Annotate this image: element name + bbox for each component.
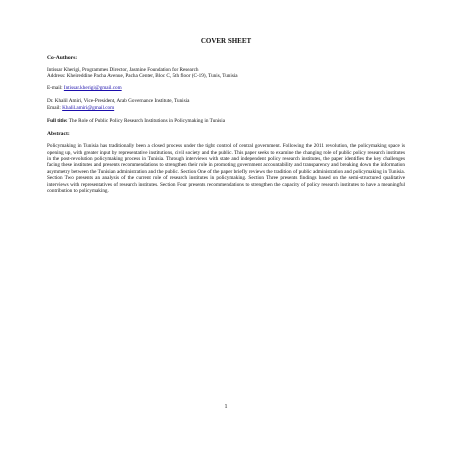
coauthors-heading: Co-Authors:: [47, 55, 78, 61]
author1-email-link[interactable]: Intissar.kherigi@gmail.com: [63, 84, 122, 91]
full-title-text: The Role of Public Policy Research Institutions in Policymaking in Tunisia: [67, 118, 226, 125]
author2-affiliation: Dr. Khalil Amiri, Vice-President, Arab Governance Institute, Tunisia: [47, 98, 190, 105]
full-title-label: Full title:: [47, 118, 68, 125]
page-title: COVER SHEET: [200, 37, 252, 45]
abstract-body: Policymaking in Tunisia has traditionally been a closed process under the tight control of central government. Following the 2011 revolution, the policymaking space is opening up, with greater input by representative institutions, civil society and the public. This paper seeks to examine the changing role of public policy research institutes in the post-revolution policymaking process in Tunisia. Through interviews with state and independent policy research institutes, the paper identifies the key challenges facing these institutes and presents recommendations to strengthen their role in promoting government accountability and transparency and breaking down the information asymmetry between the Tunisian administration and the public. Section One of the paper briefly reviews the tradition of public administration and policymaking in Tunisia. Section Two presents an analysis of the current role of research institutes in policymaking. Section Three presents findings based on the semi-structured qualitative interviews with representatives of research institutes. Section Four presents recommendations to strengthen the capacity of policy research institutes to have a meaningful contribution to policymaking.: [47, 143, 405, 194]
abstract-heading: Abstract:: [47, 131, 70, 138]
author2-email-label: Email:: [47, 104, 63, 111]
author1-email-label: E-mail:: [47, 84, 64, 91]
page-number: 1: [224, 404, 228, 410]
author1-affiliation: Intissar Kherigi, Programmes Director, Jasmine Foundation for Research: [47, 67, 199, 73]
author2-email-link[interactable]: Khalil.amiri@gmail.com: [62, 104, 115, 111]
author1-address: Address: Kheireddine Pacha Avenue, Pacha Center, Bloc C, 5th floor (C-19), Tunis, Tunisia: [47, 73, 238, 80]
cover-sheet-content: [47, 37, 405, 194]
